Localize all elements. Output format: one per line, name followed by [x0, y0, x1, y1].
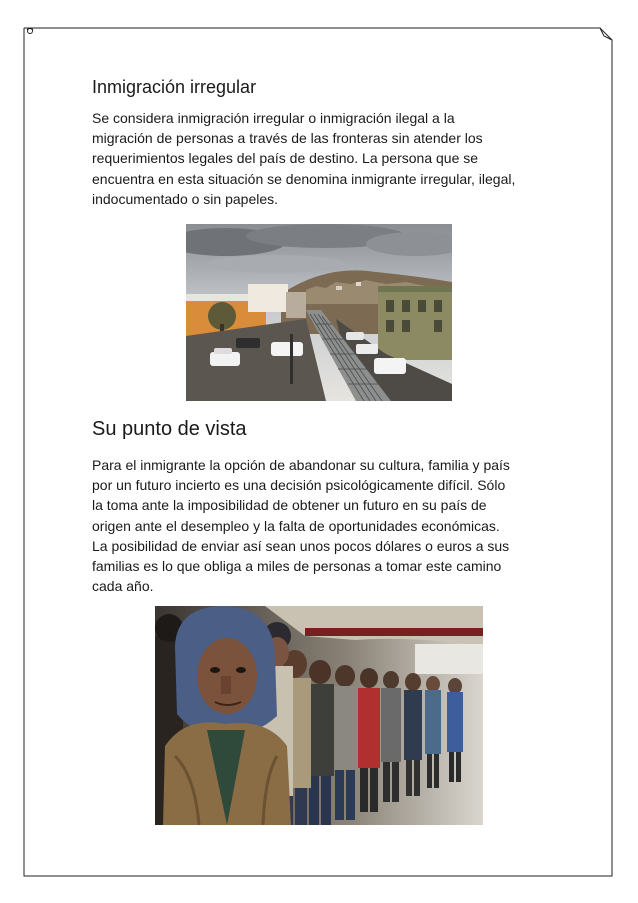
paragraph-line: requerimientos legales del país de destino. La persona que se — [92, 150, 479, 167]
paragraph-line: por un futuro incierto es una decisión psicológicamente difícil. Sólo — [92, 477, 506, 494]
scroll-curl-icon — [24, 28, 33, 38]
section-title-inmigracion: Inmigración irregular — [92, 77, 257, 97]
paragraph-definition — [92, 108, 562, 209]
paragraph-line: origen ante el desempleo y la falta de oportunidades económicas. — [92, 517, 500, 534]
paragraph-line: familias es lo que obliga a miles de personas a tomar este camino — [92, 558, 502, 575]
paragraph-line: migración de personas a través de las fronteras sin atender los — [92, 130, 483, 147]
paragraph-line: Para el inmigrante la opción de abandonar su cultura, familia y país — [92, 457, 510, 473]
paragraph-line: Se considera inmigración irregular o inmigración ilegal a la — [92, 110, 455, 126]
paragraph-line: encuentra en esta situación se denomina inmigrante irregular, ilegal, — [92, 170, 516, 187]
paragraph-line: la toma ante la imposibilidad de obtener un futuro en su país de — [92, 497, 487, 514]
section-title-punto-de-vista: Su punto de vista — [92, 418, 247, 440]
paragraph-line: cada año. — [92, 578, 154, 595]
paragraph-line: La posibilidad de enviar así sean unos pocos dólares o euros a sus — [92, 537, 510, 554]
paragraph-line: indocumentado o sin papeles. — [92, 190, 279, 207]
border-fence-photo — [186, 224, 452, 401]
paragraph-point-of-view — [92, 455, 562, 596]
migrants-line-photo — [155, 606, 483, 825]
